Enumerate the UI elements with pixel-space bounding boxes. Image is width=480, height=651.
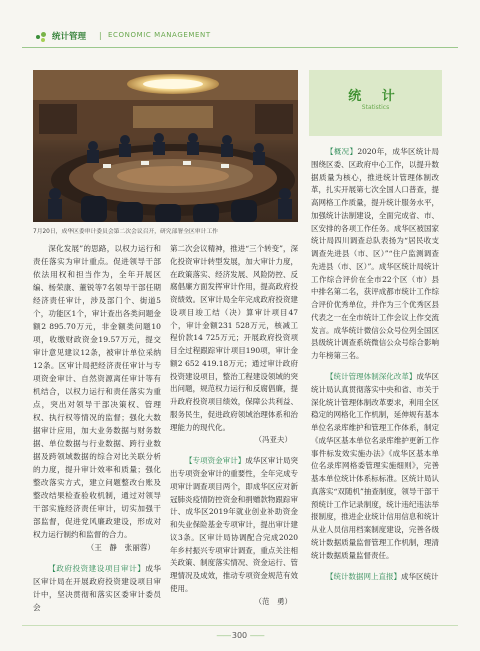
subsection-heading: 【专项资金审计】	[185, 456, 246, 466]
author-signature: （范 勇）	[254, 596, 292, 606]
subsection-heading: 【统计数据网上直报】	[326, 571, 401, 581]
paragraph-text: 成华区统计局认真贯彻落实中央和省、市关于深化统计管理体制改革要求，利用全区稳定的网格化工作机制，延伸规有基本单位名录库维护和管理工作体系，制定《成华区基本单位名录库维护更新工作事件标发效实施办法》《成华区基本单位名录库网格委管理实施细则》，完善基本单位统计体系标标准。区统计局认真落实“双随机”抽查制度，领导干部干预统计工作记录制度，统计违纪违法举报制度，推进企业统计信用信息和统计从业人员信用档案制度建设，完善各级统计数据质量监督管理工作机制，理清统计数据质量监督责任。	[311, 372, 440, 560]
paragraph	[33, 563, 161, 615]
paragraph-text: 成华区统计	[401, 571, 439, 581]
paragraph: 第二次会议精神，推进“三个转变”，深化投资审计转型发展，加大审计力度，在政策落实、经济发展、风险防控、反腐倡廉方面发挥审计作用，提高政府投资绩效。区审计局全年完成政府投资建设项目竣工结（决）算审计项目47个，审计金额231 528万元，核减工程价款14 725万元；开展政府投资项目全过程跟踪审计项目190项，审计金额2 652 419.18万元；通过审计政府投资建设项目，整治工程建设领域的突出问题，规范权力运行和反腐倡廉，提升政府投资项目绩效，保障公共利益、服务民生，促进政府领域治理体系和治理能力的现代化。	[170, 244, 298, 432]
page-number: 300	[231, 631, 248, 640]
paragraph: 深化发展”的思路，以权力运行和责任落实为审计重点。促进领导干部依法用权和担当作为，全年开展区编、杨荣康、董锐等7名领导干部任期经济责任审计，涉及部门个、街道5个，功能区1个，审计查出各类问题金额2 895.70万元，非金额类问题10项，收缴财政资金19.57万元，提交审计意见建议12条，被审计单位采纳12条。区审计局把经济责任审计与专项资金审计、自然资源离任审计等有机结合，以权力运行和责任落实为重点，突出对领导干部决策权、管理权、执行权等情况的监督；强化大数据审计应用，加大业务数据与财务数据、单位数据与行业数据、跨行业数据及跨领域数据的综合对比关联分析的力度，提升审计效率和质量；强化整改落实方式，建立问题整改台账及整改结果检查验收机制，通过对领导干部实施经济责任审计，切实加强干部监督，促进党风廉政建设，形成对权力运行制约和监督的合力。	[33, 244, 161, 539]
paragraph-text: 成华区审计局在开展政府投资建设项目审计中，坚决贯彻和落实区委审计委员会	[33, 563, 161, 612]
paragraph-text: 2020年，成华区统计局围绕区委、区政府中心工作，以提升数据质量为核心，推进统计管理体制改革，扎实开展第七次全国人口普查，提高网格工作质量，提升统计服务水平，加强统计法制建设，全面完成省、市、区安排的各项工作任务。成华区被国家统计局四川调查总队表扬为“居民收支调查先进县（市、区）”“住户监测调查先进县（市、区）”。成华区统计局统计工作综合评价在全市22个区（市）县中排名第二名，获评成都市统计工作综合评价优秀单位，并作为三个优秀区县代表之一在全市统计工作会议上作交流发言。成华统计微信公众号位列全国区县级统计调查系统微信公众号综合影响力年榜第三名。	[311, 147, 440, 361]
author-signature: （冯亚夫）	[254, 435, 292, 445]
section-title-english: ECONOMIC MANAGEMENT	[108, 31, 211, 39]
subsection-heading: 【统计管理体制深化改革】	[326, 372, 417, 382]
subsection-heading: 【政府投资建设项目审计】	[48, 563, 146, 573]
paragraph	[311, 371, 439, 562]
section-title: 统计管理	[52, 32, 87, 42]
meeting-photo-illustration	[33, 70, 298, 222]
statistics-title: 统 计	[348, 89, 403, 104]
section-logo-icon	[36, 32, 46, 42]
photo-caption: 7月20日，成华区委审计委员会第二次会议召开，研究部署全区审计工作	[33, 229, 218, 235]
paragraph	[170, 455, 298, 595]
header-rule	[22, 47, 458, 48]
statistics-banner	[309, 70, 442, 136]
column-2	[170, 243, 298, 608]
column-3	[311, 146, 439, 583]
column-1	[33, 243, 161, 615]
statistics-subtitle: Statistics	[361, 104, 390, 111]
footer-rule	[22, 625, 458, 626]
paragraph	[311, 571, 439, 584]
page-footer	[0, 631, 480, 640]
paragraph	[311, 146, 439, 363]
subsection-heading: 【概况】	[326, 147, 358, 156]
paragraph-text: 成华区审计局突出专项资金审计的重要性，全年完成专项审计调查项目两个，即成华区应对新冠肺炎疫情防控资金和捐赠款物跟踪审计、成华区2019年就业创业补助资金和失业保险基金专项审计，提出审计建议3条。区审计局协调配合完成2020年乡村振兴专项审计调查，重点关注相关政策、制度落实情况、资金运行、管理情况及成效，推动专项资金规范有效使用。	[170, 456, 299, 593]
header-separator: |	[99, 31, 102, 40]
footer-ornament-left: ——	[216, 631, 232, 640]
page-header	[22, 30, 462, 46]
footer-ornament-right: ——	[249, 631, 264, 640]
author-signature: （王 静 张丽蓉）	[86, 542, 155, 552]
meeting-photo	[33, 70, 298, 222]
